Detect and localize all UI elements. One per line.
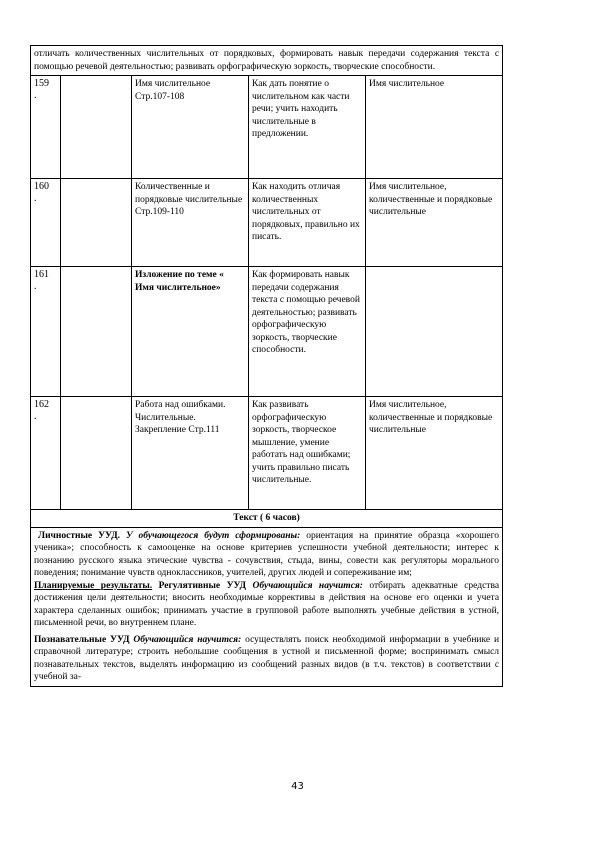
planned-text: отбирать адекватные средства достижения цели деятельности; вносить необходимые коррективы в действия на основе его оценки и учета характера сделанных ошибок; принимать участие в групповой работе выполнять учебные действия в устной, письменной речи, во внутреннем плане. xyxy=(34,580,500,628)
question-cell: Как развивать орфографическую зоркость, творческое мышление, умение работать над ошибками; учить правильно писать числительные. xyxy=(249,397,366,510)
topic-cell: Работа над ошибками. Числительные. Закрепление Стр.111 xyxy=(132,397,249,510)
terms-cell xyxy=(366,267,503,397)
terms-cell: Имя числительное, количественные и порядковые числительные xyxy=(366,397,503,510)
section-body-row xyxy=(31,527,503,686)
personal-paragraph xyxy=(34,530,499,580)
table-row xyxy=(31,397,503,510)
empty-cell xyxy=(61,179,132,267)
table-row xyxy=(31,267,503,397)
topic-cell xyxy=(132,267,249,397)
topic-rest: по теме « Имя числительное» xyxy=(135,270,224,293)
regulative-label: Регулятивные УУД xyxy=(152,580,247,591)
section-body xyxy=(31,527,503,686)
lesson-number: 161 xyxy=(34,269,49,280)
intro-text: отличать количественных числительных от порядковых, формировать навык передачи содержания текста с помощью речевой деятельностью; развивать орфографическую зоркость, творческие способности. xyxy=(31,46,503,76)
cognitive-text: осуществлять поиск необходимой информации в учебнике и справочной литературе; строить небольшие сообщения в устной и письменной форме; воспринимать смысл познавательных текстов, выделять информацию из сообщений разных видов (в т.ч. текстов) в соответствии с учебной за- xyxy=(34,634,500,682)
personal-label: Личностные УУД. xyxy=(38,530,120,541)
cognitive-label-italic: Обучающийся научится: xyxy=(129,634,242,645)
topic-cell: Количественные и порядковые числительные Стр.109-110 xyxy=(132,179,249,267)
lesson-number: 162 xyxy=(34,399,49,410)
question-cell: Как дать понятие о числительном как части речи; учить находить числительные в предложении. xyxy=(249,76,366,179)
section-title: Текст ( 6 часов) xyxy=(31,510,503,528)
lesson-number-dot: . xyxy=(34,410,37,422)
personal-label-italic: У обучающегося будут сформированы: xyxy=(125,530,301,541)
lesson-number-cell xyxy=(31,76,61,179)
lesson-number-dot: . xyxy=(34,89,37,101)
topic-cell: Имя числительное Стр.107-108 xyxy=(132,76,249,179)
table-row xyxy=(31,179,503,267)
question-cell: Как находить отличая количественных числительных от порядковых, правильно их писать. xyxy=(249,179,366,267)
lesson-number-cell xyxy=(31,267,61,397)
personal-text: ориентация на принятие образца «хорошего ученика»; способность к самооценке на основе критериев успешности учебной деятельности; интерес к познанию русского языка этические чувства - сочувствия, стыда, вины, совести как регуляторы морального поведения; понимание чувств одноклассников, учителей, других людей и сопереживание им; xyxy=(34,530,500,578)
planned-paragraph xyxy=(34,580,499,630)
terms-cell: Имя числительное, количественные и порядковые числительные xyxy=(366,179,503,267)
terms-cell: Имя числительное xyxy=(366,76,503,179)
cognitive-paragraph xyxy=(34,634,499,684)
document-page xyxy=(30,45,502,687)
planned-label: Планируемые результаты. xyxy=(34,580,153,591)
table-row xyxy=(31,76,503,179)
topic-bold: Изложение xyxy=(135,270,183,280)
page-number: 43 xyxy=(291,781,304,792)
lesson-number-dot: . xyxy=(34,192,37,204)
section-heading-row xyxy=(31,510,503,528)
question-cell: Как формировать навык передачи содержания текста с помощью речевой деятельностью; развивать орфографическую зоркость, творческие способности. xyxy=(249,267,366,397)
lesson-number: 159 xyxy=(34,78,49,89)
lesson-number-cell xyxy=(31,179,61,267)
planned-label-italic: Обучающийся научится: xyxy=(246,580,363,591)
empty-cell xyxy=(61,76,132,179)
lesson-number-dot: . xyxy=(34,280,37,292)
lesson-plan-table xyxy=(30,45,503,687)
lesson-number-cell xyxy=(31,397,61,510)
cognitive-label: Познавательные УУД xyxy=(34,634,130,645)
lesson-number: 160 xyxy=(34,181,49,192)
empty-cell xyxy=(61,397,132,510)
intro-row xyxy=(31,46,503,76)
empty-cell xyxy=(61,267,132,397)
